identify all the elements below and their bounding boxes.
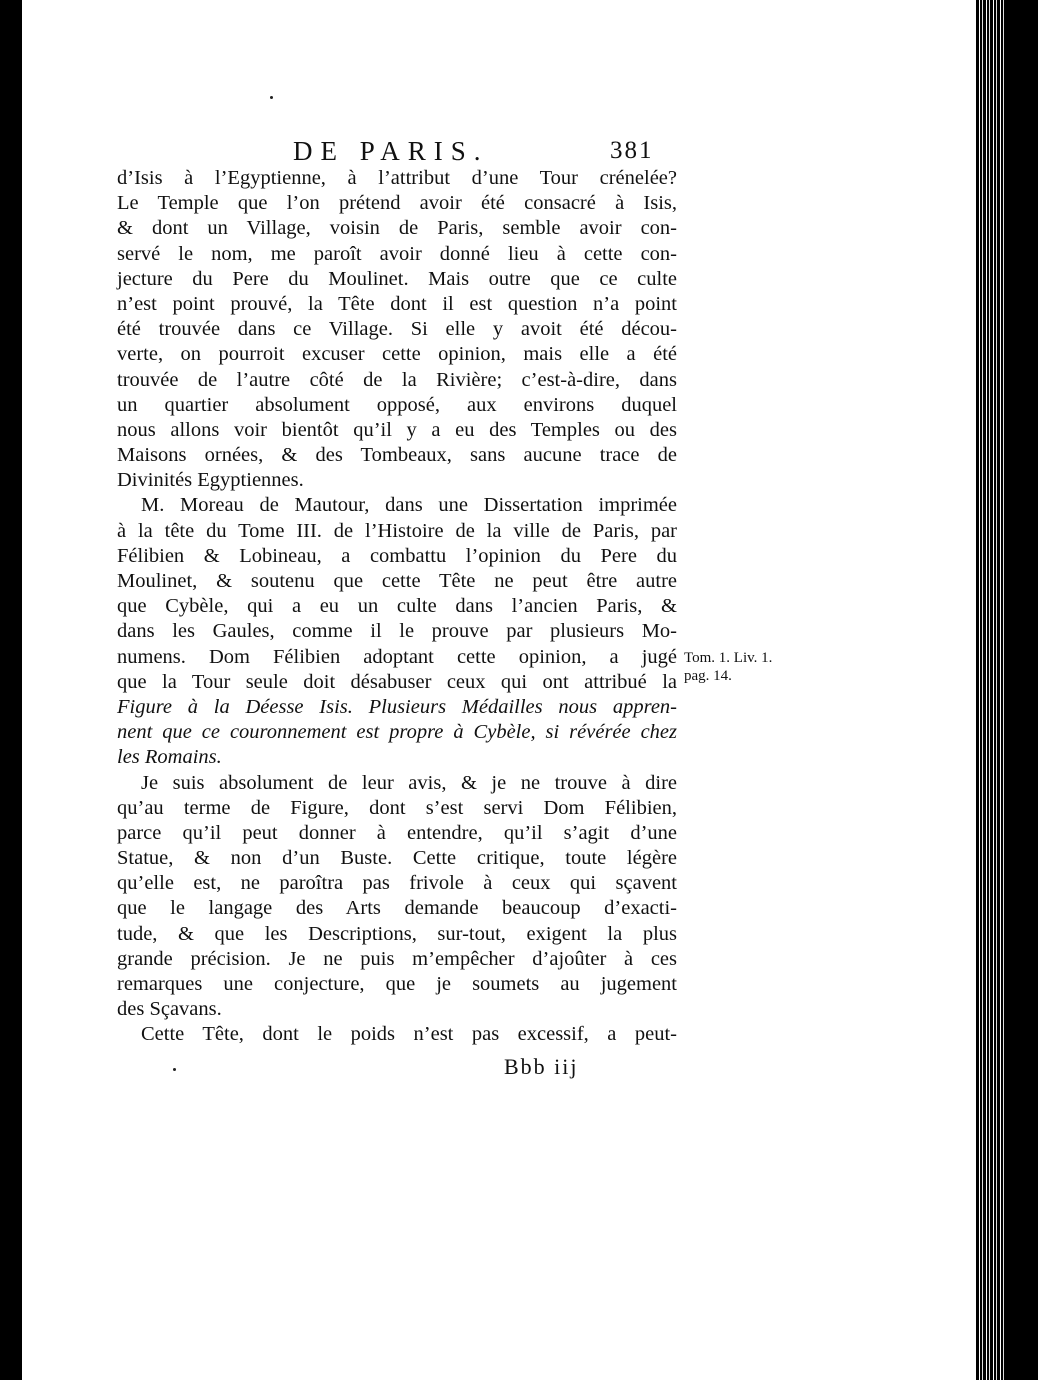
text-line: Cette Tête, dont le poids n’est pas excessif, a peut- [141,1023,677,1046]
text-line: des Sçavans. [117,998,222,1021]
text-line: les Romains. [117,746,222,769]
text-line: que le langage des Arts demande beaucoup d’exacti- [117,897,677,920]
text-line: à la tête du Tome III. de l’Histoire de la ville de Paris, par [117,519,677,542]
text-line: qu’au terme de Figure, dont s’est servi Dom Félibien, [117,796,677,819]
text-line: Félibien & Lobineau, a combattu l’opinion du Pere du [117,544,677,567]
text-line: Moulinet, & soutenu que cette Tête ne peut être autre [117,570,677,592]
text-line: que Cybèle, qui a eu un culte dans l’ancien Paris, & [117,595,677,618]
text-line: dans les Gaules, comme il le prouve par plusieurs Mo- [117,620,677,643]
book-page [22,0,1007,1380]
text-line: nous allons voir bientôt qu’il y a eu des Temples ou des [117,418,677,441]
margin-note-line-1: Tom. 1. Liv. 1. [684,650,773,666]
text-line: trouvée de l’autre côté de la Rivière; c’est-à-dire, dans [117,368,677,391]
signature-mark: Bbb iij [504,1054,579,1079]
text-line: numens. Dom Félibien adoptant cette opinion, a jugé [117,645,677,668]
text-line: parce qu’il peut donner à entendre, qu’il s’agit d’une [117,821,677,844]
text-line: été trouvée dans ce Village. Si elle y avoit été décou- [117,318,677,341]
text-line: grande précision. Je ne puis m’empêcher d’ajoûter à ces [117,947,677,970]
ink-speck [173,1068,176,1071]
running-head: DE PARIS. [293,136,489,166]
text-line: Je suis absolument de leur avis, & je ne trouve à dire [141,771,677,794]
page-edge-shadow [976,0,1007,1380]
text-line: Le Temple que l’on prétend avoir été consacré à Isis, [117,192,677,215]
text-line: Maisons ornées, & des Tombeaux, sans aucune trace de [117,444,677,467]
text-line: Statue, & non d’un Buste. Cette critique, toute légère [117,847,677,870]
ink-speck [270,96,273,99]
margin-note-line-2: pag. 14. [684,668,732,684]
text-line: que la Tour seule doit désabuser ceux qui ont attribué la [117,670,677,693]
text-line: verte, on pourroit excuser cette opinion, mais elle a été [117,343,677,366]
text-line: qu’elle est, ne paroîtra pas frivole à ceux qui sçavent [117,872,677,895]
page-number: 381 [610,137,654,164]
text-line: servé le nom, me paroît avoir donné lieu à cette con- [117,242,677,265]
text-line: Figure à la Déesse Isis. Plusieurs Médailles nous appren- [117,695,677,718]
text-line: M. Moreau de Mautour, dans une Dissertation imprimée [141,494,677,517]
body-text [117,166,677,1048]
text-line: un quartier absolument opposé, aux environs duquel [117,393,677,416]
text-line: & dont un Village, voisin de Paris, semble avoir con- [117,217,677,240]
text-line: d’Isis à l’Egyptienne, à l’attribut d’une Tour crénelée? [117,167,677,189]
text-line: n’est point prouvé, la Tête dont il est question n’a point [117,292,677,315]
text-line: jecture du Pere du Moulinet. Mais outre que ce culte [117,267,677,290]
text-line: remarques une conjecture, que je soumets au jugement [117,973,677,995]
text-line: tude, & que les Descriptions, sur-tout, exigent la plus [117,922,677,945]
text-line: nent que ce couronnement est propre à Cybèle, si révérée chez [117,721,677,744]
text-line: Divinités Egyptiennes. [117,469,304,492]
